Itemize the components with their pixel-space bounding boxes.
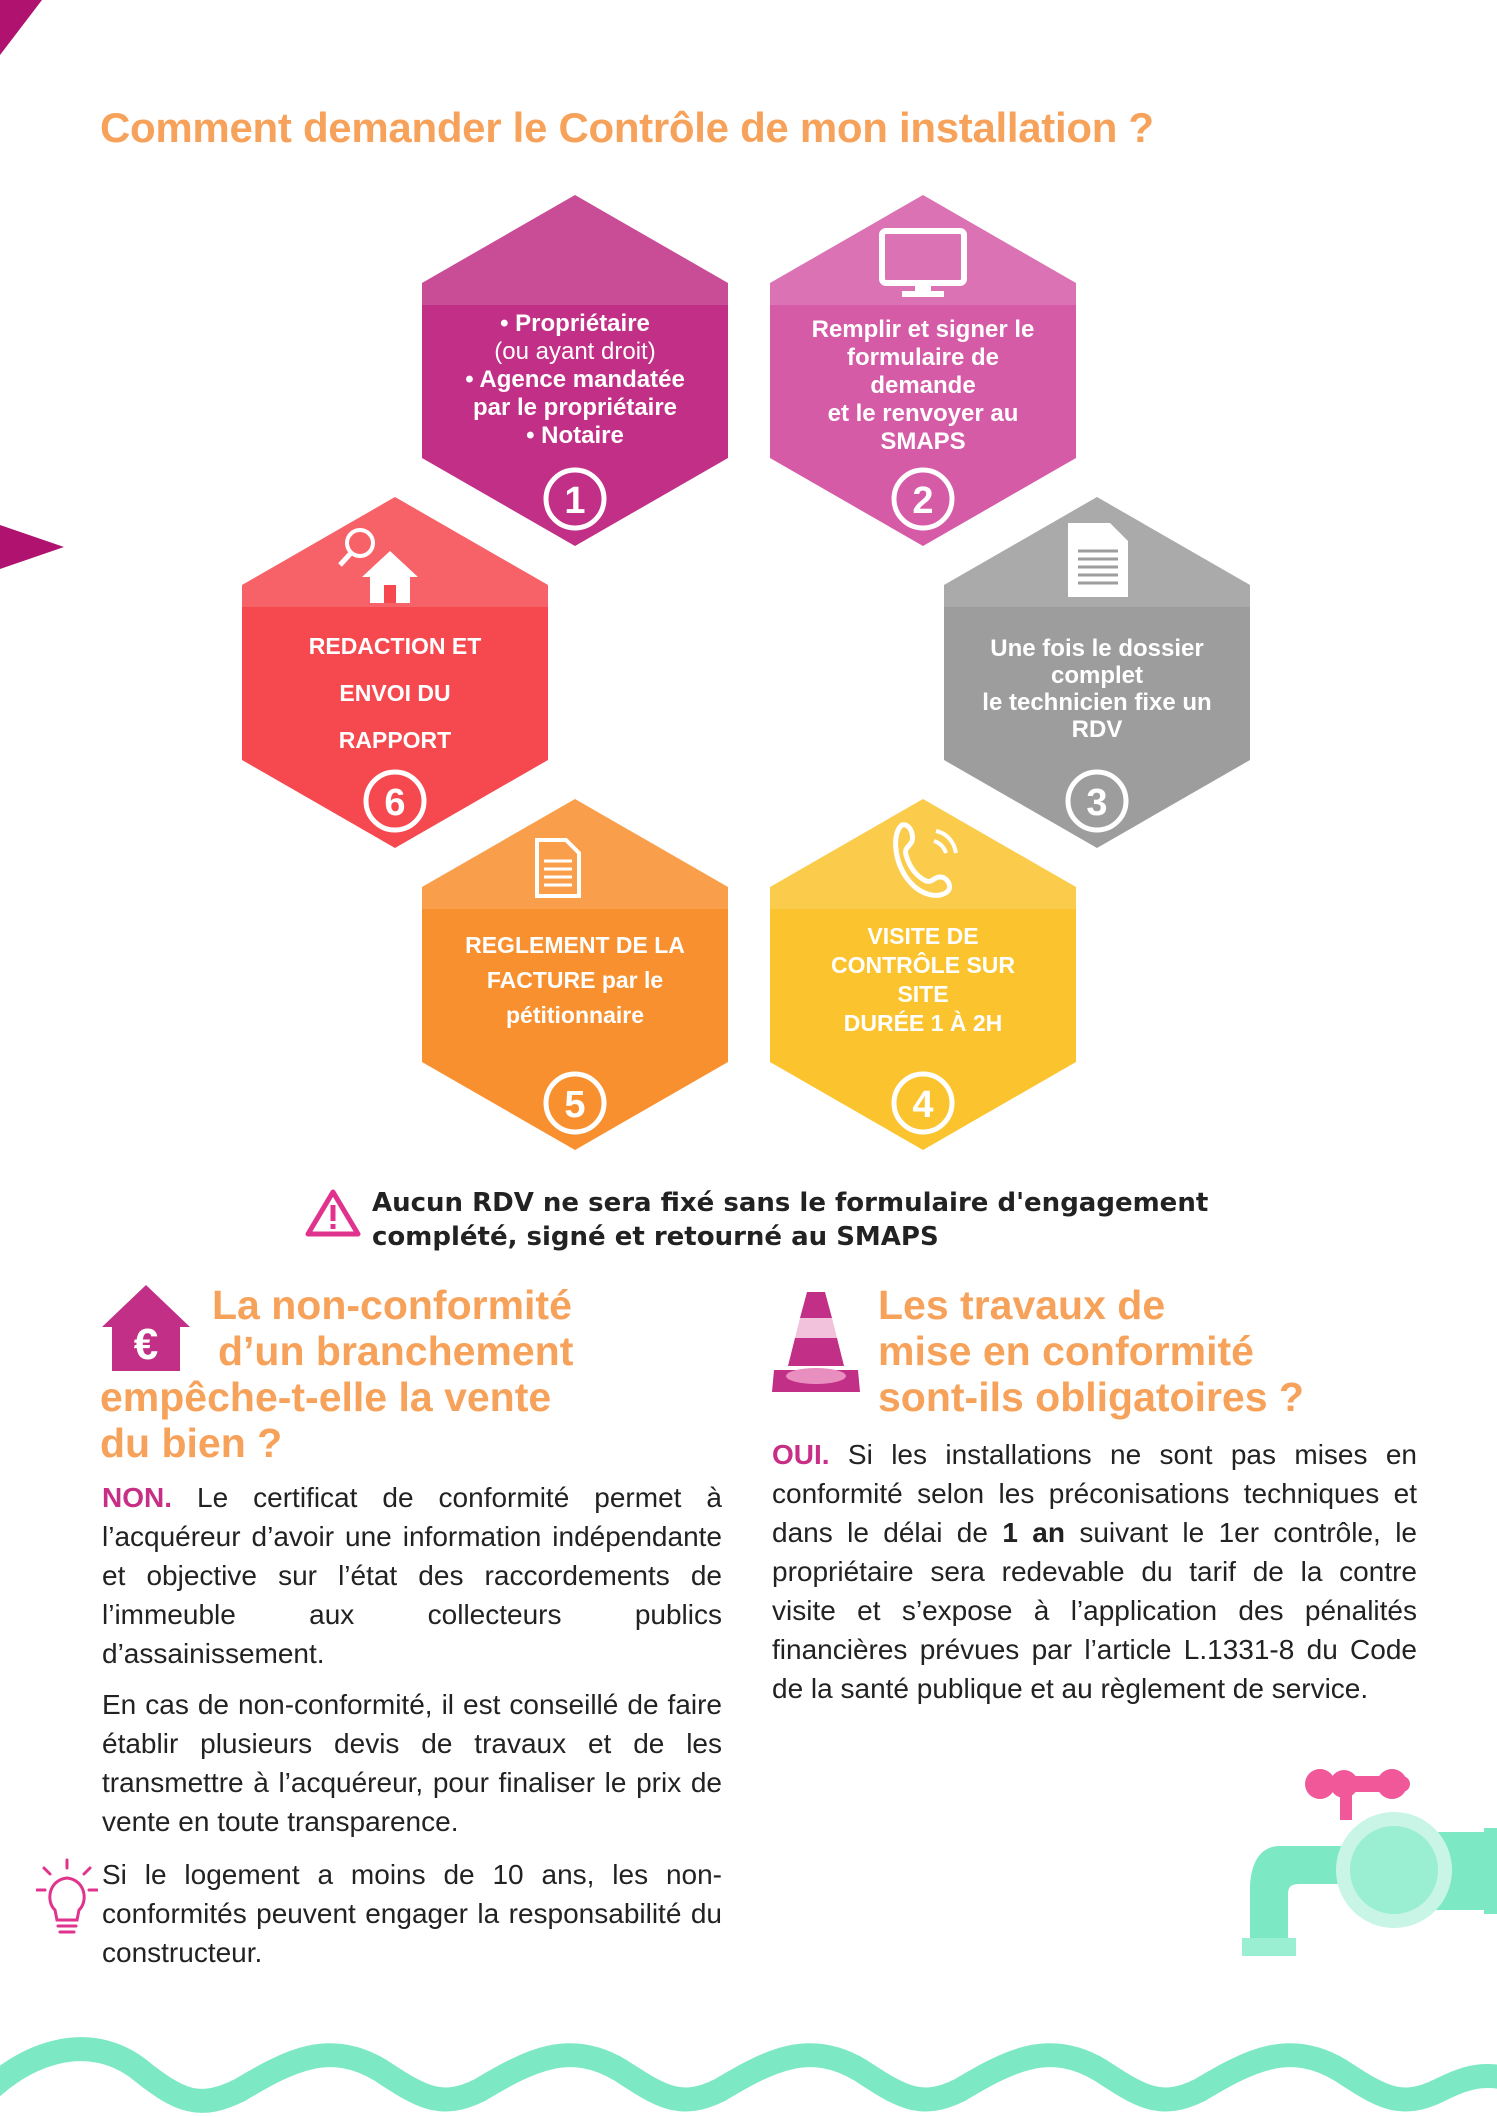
step-3-line-2: complet bbox=[1050, 662, 1143, 689]
step-2-line-5: SMAPS bbox=[880, 428, 966, 455]
step-5-line-3: pétitionnaire bbox=[505, 1002, 644, 1028]
warning-line-2: complété, signé et retourné au SMAPS bbox=[372, 1222, 939, 1252]
left-p1-text: Le certificat de conformité permet à l’acquéreur d’avoir une information indépendante et objective sur l’état des raccordements de l’immeuble aux collecteurs publics d’assainissement. bbox=[102, 1482, 722, 1669]
corner-triangle-decoration bbox=[0, 0, 60, 60]
non-lead: NON. bbox=[102, 1482, 172, 1513]
svg-text:€: € bbox=[133, 1320, 159, 1369]
left-title-line-3: empêche-t-elle la vente bbox=[100, 1374, 552, 1420]
step-4-line-4: DURÉE 1 À 2H bbox=[843, 1010, 1003, 1036]
step-5-text bbox=[450, 928, 700, 1033]
warning-line-1: Aucun RDV ne sera fixé sans le formulaire d'engagement bbox=[372, 1188, 1209, 1218]
left-title-line-2: d’un branchement bbox=[218, 1328, 574, 1374]
right-title-line-2: mise en conformité bbox=[878, 1328, 1254, 1374]
step-6-number: 6 bbox=[384, 782, 406, 824]
step-4 bbox=[768, 797, 1078, 1152]
step-1-line-3: • Agence mandatée bbox=[465, 366, 685, 393]
side-triangle-decoration bbox=[0, 525, 70, 575]
step-4-line-1: VISITE DE bbox=[867, 923, 979, 949]
step-3-number: 3 bbox=[1086, 782, 1108, 824]
step-1-number: 1 bbox=[564, 480, 586, 522]
step-4-line-3: SITE bbox=[897, 981, 949, 1007]
step-1-text bbox=[450, 310, 700, 450]
right-text-bold: 1 an bbox=[1002, 1517, 1065, 1548]
step-6-line-1: REDACTION ET bbox=[308, 633, 482, 659]
step-6-line-3: RAPPORT bbox=[338, 727, 452, 753]
wave-decoration bbox=[0, 2030, 1497, 2117]
left-title-line-1: La non-conformité bbox=[212, 1282, 572, 1328]
left-paragraph-1 bbox=[102, 1478, 722, 1673]
step-1-line-4: par le propriétaire bbox=[472, 394, 678, 421]
right-section-title bbox=[878, 1282, 1438, 1420]
warning-icon bbox=[305, 1188, 361, 1238]
tip-paragraph bbox=[102, 1855, 722, 1972]
step-2-line-4: et le renvoyer au bbox=[827, 400, 1019, 427]
water-tap-illustration bbox=[1240, 1760, 1497, 1960]
step-2-line-3: demande bbox=[870, 372, 976, 399]
tip-text: Si le logement a moins de 10 ans, les non-conformités peuvent engager la responsabilité du constructeur. bbox=[102, 1859, 722, 1968]
right-title-line-1: Les travaux de bbox=[878, 1282, 1166, 1328]
right-text-b: suivant le 1er contrôle, le propriétaire sera redevable du tarif de la contre visite et s’expose à l’application des pénalités financières prévues par l’article L.1331-8 du Code de la santé publique et au règlement de service. bbox=[772, 1517, 1417, 1704]
lightbulb-icon bbox=[36, 1858, 98, 1942]
step-1-line-2: (ou ayant droit) bbox=[494, 338, 656, 365]
step-2-text bbox=[798, 316, 1048, 456]
step-5-line-2: FACTURE par le bbox=[486, 967, 664, 993]
step-5-number: 5 bbox=[564, 1084, 586, 1126]
left-title-line-4: du bien ? bbox=[100, 1420, 283, 1466]
step-1-line-1: • Propriétaire bbox=[500, 310, 650, 337]
step-4-line-2: CONTRÔLE SUR bbox=[831, 952, 1015, 978]
step-3-line-3: le technicien fixe un bbox=[982, 689, 1212, 716]
step-2-line-1: Remplir et signer le bbox=[811, 316, 1035, 343]
step-4-number: 4 bbox=[912, 1084, 934, 1126]
step-6-line-2: ENVOI DU bbox=[339, 680, 451, 706]
step-2-number: 2 bbox=[912, 480, 934, 522]
left-section-title bbox=[100, 1282, 620, 1466]
step-5 bbox=[420, 797, 730, 1152]
step-3-line-4: RDV bbox=[1071, 716, 1123, 743]
left-paragraph-2 bbox=[102, 1685, 722, 1841]
page-title: Comment demander le Contrôle de mon installation ? bbox=[100, 104, 1154, 151]
warning-text bbox=[372, 1186, 1208, 1254]
step-2-line-2: formulaire de bbox=[846, 344, 1000, 371]
step-3-line-1: Une fois le dossier bbox=[990, 635, 1204, 662]
step-6-text bbox=[270, 623, 520, 764]
right-paragraph bbox=[772, 1435, 1417, 1708]
step-1-line-5: • Notaire bbox=[526, 422, 624, 449]
traffic-cone-icon bbox=[770, 1288, 862, 1398]
oui-lead: OUI. bbox=[772, 1439, 830, 1470]
left-p2-text: En cas de non-conformité, il est conseillé de faire établir plusieurs devis de travaux et de les transmettre à l’acquéreur, pour finaliser le prix de vente en toute transparence. bbox=[102, 1689, 722, 1837]
step-5-line-1: REGLEMENT DE LA bbox=[465, 932, 685, 958]
step-6 bbox=[240, 495, 550, 850]
right-title-line-3: sont-ils obligatoires ? bbox=[878, 1374, 1304, 1420]
step-4-text bbox=[798, 922, 1048, 1038]
right-text-a: Si les installations ne sont pas mises en conformité selon les préconisations techniques et dans le délai de bbox=[772, 1439, 1417, 1548]
step-3-text bbox=[972, 635, 1222, 743]
